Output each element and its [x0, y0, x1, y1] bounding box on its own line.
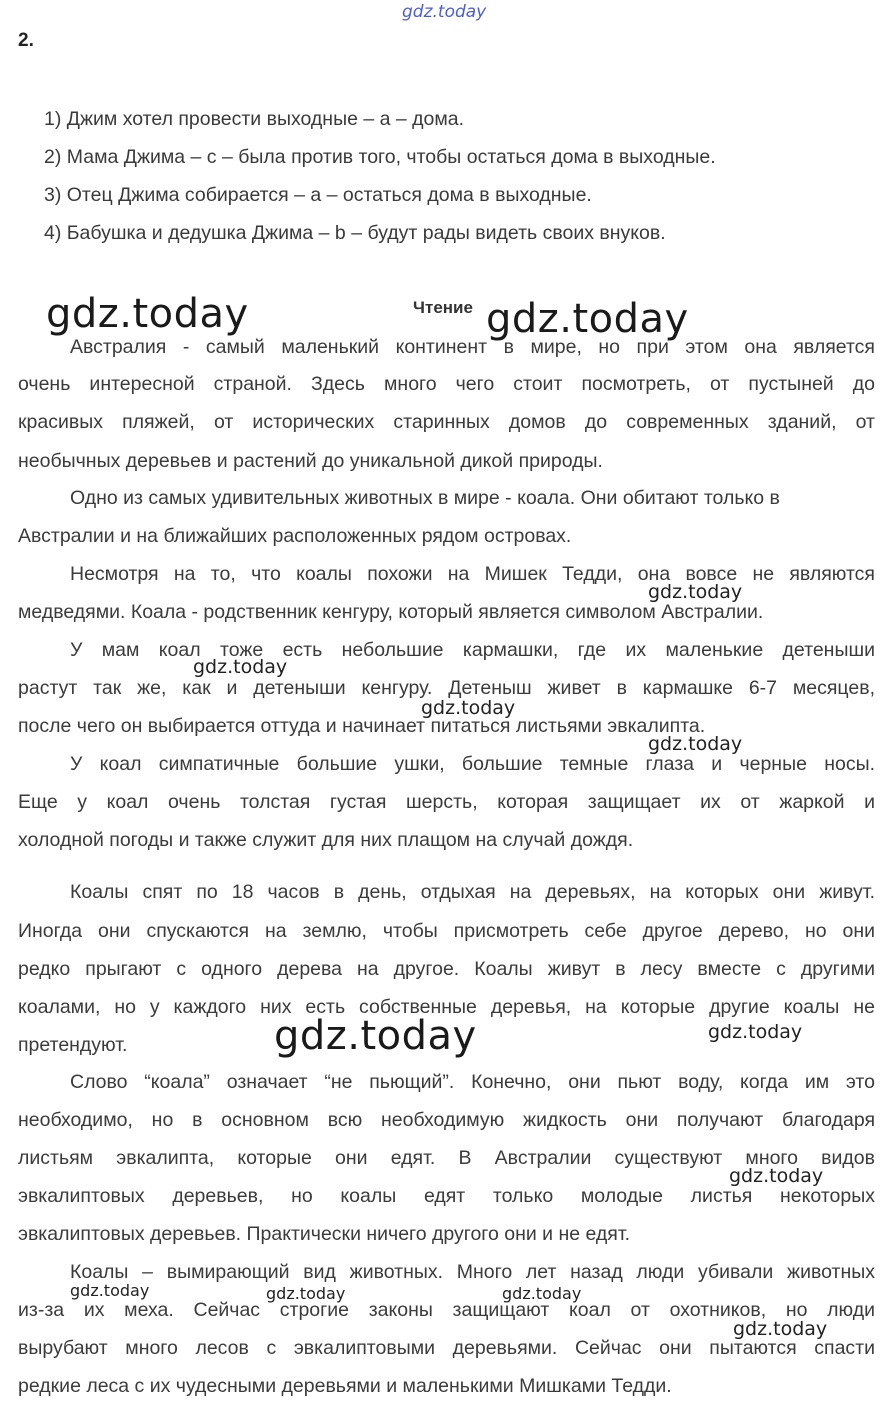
- text-line: Австралии и на ближайших расположенных рядом островах.: [18, 525, 572, 547]
- text-line: холодной погоды и также служит для них плащом на случай дождя.: [18, 829, 634, 851]
- watermark-top: gdz.today: [402, 2, 487, 22]
- text-line: листьям эвкалипта, которые они едят. В Австралии существуют много видов: [18, 1147, 875, 1169]
- exercise-number: 2.: [18, 30, 34, 51]
- text-line: Коалы спят по 18 часов в день, отдыхая на деревьях, на которых они живут.: [70, 881, 875, 903]
- text-line: необычных деревьев и растений до уникальной дикой природы.: [18, 450, 603, 472]
- text-line: У мам коал тоже есть небольшие кармашки, где их маленькие детеныши: [70, 639, 875, 661]
- text-line: Еще у коал очень толстая густая шерсть, которая защищает их от жаркой и: [18, 791, 875, 813]
- text-line: эвкалиптовых деревьев. Практически ничего другого они и не едят.: [18, 1223, 631, 1245]
- watermark: gdz.today: [266, 1284, 346, 1303]
- watermark: gdz.today: [708, 1021, 803, 1043]
- text-line: Одно из самых удивительных животных в мире - коала. Они обитают только в: [70, 487, 780, 509]
- watermark: gdz.today: [648, 581, 743, 603]
- answer-item: 1) Джим хотел провести выходные – a – дома.: [44, 108, 465, 130]
- text-line: Коалы – вымирающий вид животных. Много лет назад люди убивали животных: [70, 1261, 875, 1283]
- watermark: gdz.today: [486, 296, 689, 342]
- watermark: gdz.today: [193, 656, 288, 678]
- text-line: Австралия - самый маленький континент в мире, но при этом она является: [70, 336, 875, 358]
- text-line: необходимо, но в основном всю необходимую жидкость они получают благодаря: [18, 1109, 875, 1131]
- text-line: медведями. Коала - родственник кенгуру, который является символом Австралии.: [18, 601, 764, 623]
- text-line: из-за их меха. Сейчас строгие законы защищают коал от охотников, но люди: [18, 1299, 875, 1321]
- text-line: растут так же, как и детеныши кенгуру. Детеныш живет в кармашке 6-7 месяцев,: [18, 677, 875, 699]
- reading-heading: Чтение: [413, 298, 473, 317]
- watermark: gdz.today: [46, 291, 249, 337]
- watermark: gdz.today: [648, 733, 743, 755]
- text-line: редкие леса с их чудесными деревьями и маленькими Мишками Тедди.: [18, 1375, 672, 1397]
- text-line: коалами, но у каждого них есть собственные деревья, на которые другие коалы не: [18, 996, 875, 1018]
- text-line: Иногда они спускаются на землю, чтобы присмотреть себе другое дерево, но они: [18, 920, 875, 942]
- text-line: вырубают много лесов с эвкалиптовыми деревьями. Сейчас они пытаются спасти: [18, 1337, 875, 1359]
- watermark: gdz.today: [733, 1318, 828, 1340]
- answer-item: 2) Мама Джима – c – была против того, чтобы остаться дома в выходные.: [44, 146, 716, 168]
- watermark: gdz.today: [421, 697, 516, 719]
- text-line: после чего он выбирается оттуда и начинает питаться листьями эвкалипта.: [18, 715, 706, 737]
- watermark: gdz.today: [502, 1284, 582, 1303]
- answer-item: 3) Отец Джима собирается – a – остаться дома в выходные.: [44, 184, 592, 206]
- text-line: Слово “коала” означает “не пьющий”. Конечно, они пьют воду, когда им это: [70, 1071, 875, 1093]
- text-line: претендуют.: [18, 1034, 128, 1056]
- text-line: редко прыгают с одного дерева на другое. Коалы живут в лесу вместе с другими: [18, 958, 875, 980]
- watermark: gdz.today: [729, 1165, 824, 1187]
- watermark: gdz.today: [70, 1281, 150, 1300]
- text-line: эвкалиптовых деревьев, но коалы едят только молодые листья некоторых: [18, 1185, 875, 1207]
- answer-item: 4) Бабушка и дедушка Джима – b – будут рады видеть своих внуков.: [44, 222, 666, 244]
- text-line: очень интересной страной. Здесь много чего стоит посмотреть, от пустыней до: [18, 373, 875, 395]
- text-line: У коал симпатичные большие ушки, большие темные глаза и черные носы.: [70, 753, 875, 775]
- text-line: красивых пляжей, от исторических старинных домов до современных зданий, от: [18, 411, 875, 433]
- text-line: Несмотря на то, что коалы похожи на Мишек Тедди, она вовсе не являются: [70, 563, 875, 585]
- watermark: gdz.today: [274, 1013, 477, 1059]
